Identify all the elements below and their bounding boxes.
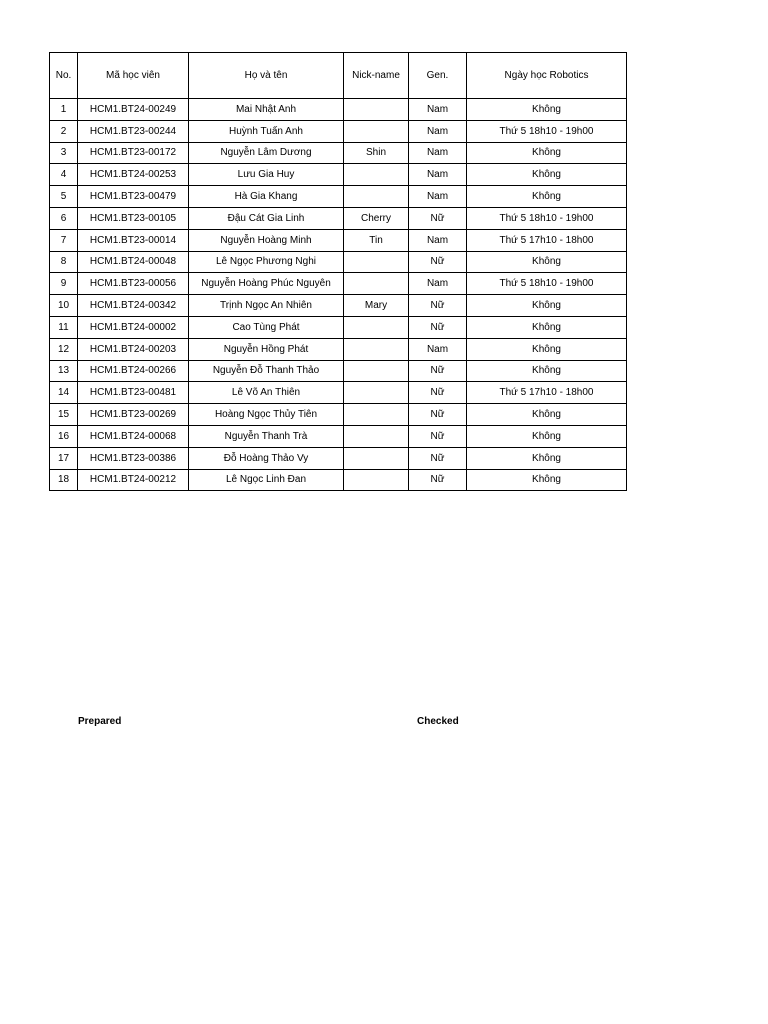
table-row	[50, 295, 627, 317]
student-code-cell: HCM1.BT23-00481	[78, 382, 189, 404]
gender-cell: Nam	[409, 99, 467, 121]
nickname-cell	[344, 316, 409, 338]
robotics-day-cell: Thứ 5 18h10 - 19h00	[467, 207, 627, 229]
full-name-cell: Nguyễn Thanh Trà	[189, 425, 344, 447]
full-name-cell: Đỗ Hoàng Thảo Vy	[189, 447, 344, 469]
gender-cell: Nam	[409, 186, 467, 208]
header-full-name: Họ và tên	[189, 53, 344, 99]
student-code-cell: HCM1.BT24-00266	[78, 360, 189, 382]
header-gender: Gen.	[409, 53, 467, 99]
gender-cell: Nữ	[409, 425, 467, 447]
robotics-day-cell: Không	[467, 404, 627, 426]
robotics-day-cell: Không	[467, 447, 627, 469]
student-code-cell: HCM1.BT23-00014	[78, 229, 189, 251]
row-no-cell: 12	[50, 338, 78, 360]
nickname-cell	[344, 425, 409, 447]
student-code-cell: HCM1.BT24-00249	[78, 99, 189, 121]
gender-cell: Nữ	[409, 382, 467, 404]
table-body	[50, 99, 627, 491]
gender-cell: Nữ	[409, 207, 467, 229]
nickname-cell: Shin	[344, 142, 409, 164]
nickname-cell	[344, 469, 409, 491]
row-no-cell: 7	[50, 229, 78, 251]
gender-cell: Nữ	[409, 404, 467, 426]
student-code-cell: HCM1.BT23-00479	[78, 186, 189, 208]
nickname-cell	[344, 273, 409, 295]
nickname-cell: Tin	[344, 229, 409, 251]
gender-cell: Nam	[409, 164, 467, 186]
table-row	[50, 469, 627, 491]
gender-cell: Nữ	[409, 251, 467, 273]
robotics-day-cell: Thứ 5 17h10 - 18h00	[467, 229, 627, 251]
row-no-cell: 16	[50, 425, 78, 447]
header-student-code: Mã học viên	[78, 53, 189, 99]
robotics-day-cell: Không	[467, 338, 627, 360]
full-name-cell: Huỳnh Tuấn Anh	[189, 120, 344, 142]
robotics-day-cell: Không	[467, 425, 627, 447]
full-name-cell: Trịnh Ngọc An Nhiên	[189, 295, 344, 317]
table-row	[50, 382, 627, 404]
student-code-cell: HCM1.BT23-00244	[78, 120, 189, 142]
nickname-cell	[344, 447, 409, 469]
gender-cell: Nữ	[409, 316, 467, 338]
gender-cell: Nam	[409, 338, 467, 360]
full-name-cell: Lê Võ An Thiên	[189, 382, 344, 404]
nickname-cell	[344, 120, 409, 142]
robotics-day-cell: Không	[467, 164, 627, 186]
table-row	[50, 251, 627, 273]
gender-cell: Nữ	[409, 469, 467, 491]
row-no-cell: 6	[50, 207, 78, 229]
full-name-cell: Lê Ngọc Linh Đan	[189, 469, 344, 491]
row-no-cell: 10	[50, 295, 78, 317]
table-row	[50, 229, 627, 251]
robotics-day-cell: Không	[467, 99, 627, 121]
row-no-cell: 1	[50, 99, 78, 121]
table-row	[50, 338, 627, 360]
student-code-cell: HCM1.BT23-00172	[78, 142, 189, 164]
gender-cell: Nam	[409, 142, 467, 164]
robotics-day-cell: Thứ 5 17h10 - 18h00	[467, 382, 627, 404]
table-header	[50, 53, 627, 99]
nickname-cell	[344, 338, 409, 360]
row-no-cell: 4	[50, 164, 78, 186]
gender-cell: Nữ	[409, 295, 467, 317]
full-name-cell: Hà Gia Khang	[189, 186, 344, 208]
robotics-day-cell: Không	[467, 360, 627, 382]
student-code-cell: HCM1.BT24-00002	[78, 316, 189, 338]
row-no-cell: 2	[50, 120, 78, 142]
gender-cell: Nữ	[409, 360, 467, 382]
checked-label: Checked	[417, 716, 459, 727]
gender-cell: Nam	[409, 229, 467, 251]
prepared-label: Prepared	[78, 716, 122, 727]
table-row	[50, 447, 627, 469]
gender-cell: Nữ	[409, 447, 467, 469]
gender-cell: Nam	[409, 273, 467, 295]
nickname-cell	[344, 99, 409, 121]
robotics-day-cell: Không	[467, 295, 627, 317]
row-no-cell: 13	[50, 360, 78, 382]
robotics-day-cell: Không	[467, 469, 627, 491]
row-no-cell: 3	[50, 142, 78, 164]
row-no-cell: 14	[50, 382, 78, 404]
nickname-cell	[344, 404, 409, 426]
table-row	[50, 99, 627, 121]
robotics-day-cell: Không	[467, 186, 627, 208]
full-name-cell: Nguyễn Hoàng Phúc Nguyên	[189, 273, 344, 295]
header-robotics-day: Ngày học Robotics	[467, 53, 627, 99]
row-no-cell: 11	[50, 316, 78, 338]
full-name-cell: Hoàng Ngọc Thủy Tiên	[189, 404, 344, 426]
nickname-cell: Mary	[344, 295, 409, 317]
nickname-cell	[344, 382, 409, 404]
header-no: No.	[50, 53, 78, 99]
nickname-cell	[344, 251, 409, 273]
student-code-cell: HCM1.BT24-00048	[78, 251, 189, 273]
student-code-cell: HCM1.BT23-00105	[78, 207, 189, 229]
full-name-cell: Đậu Cát Gia Linh	[189, 207, 344, 229]
nickname-cell	[344, 360, 409, 382]
full-name-cell: Nguyễn Hồng Phát	[189, 338, 344, 360]
table-row	[50, 164, 627, 186]
full-name-cell: Lê Ngọc Phương Nghi	[189, 251, 344, 273]
table-row	[50, 273, 627, 295]
nickname-cell: Cherry	[344, 207, 409, 229]
row-no-cell: 15	[50, 404, 78, 426]
robotics-day-cell: Thứ 5 18h10 - 19h00	[467, 273, 627, 295]
table-row	[50, 404, 627, 426]
full-name-cell: Lưu Gia Huy	[189, 164, 344, 186]
robotics-day-cell: Không	[467, 251, 627, 273]
row-no-cell: 18	[50, 469, 78, 491]
student-code-cell: HCM1.BT24-00253	[78, 164, 189, 186]
student-table	[49, 52, 627, 491]
row-no-cell: 17	[50, 447, 78, 469]
student-code-cell: HCM1.BT23-00386	[78, 447, 189, 469]
robotics-day-cell: Không	[467, 316, 627, 338]
table-row	[50, 207, 627, 229]
row-no-cell: 8	[50, 251, 78, 273]
gender-cell: Nam	[409, 120, 467, 142]
robotics-day-cell: Thứ 5 18h10 - 19h00	[467, 120, 627, 142]
student-code-cell: HCM1.BT23-00056	[78, 273, 189, 295]
row-no-cell: 9	[50, 273, 78, 295]
student-code-cell: HCM1.BT24-00068	[78, 425, 189, 447]
student-code-cell: HCM1.BT24-00203	[78, 338, 189, 360]
table-row	[50, 360, 627, 382]
student-code-cell: HCM1.BT23-00269	[78, 404, 189, 426]
full-name-cell: Nguyễn Hoàng Minh	[189, 229, 344, 251]
header-nickname: Nick-name	[344, 53, 409, 99]
full-name-cell: Nguyễn Đỗ Thanh Thảo	[189, 360, 344, 382]
table-row	[50, 142, 627, 164]
table-row	[50, 316, 627, 338]
student-code-cell: HCM1.BT24-00342	[78, 295, 189, 317]
table-row	[50, 425, 627, 447]
nickname-cell	[344, 164, 409, 186]
table-row	[50, 186, 627, 208]
student-code-cell: HCM1.BT24-00212	[78, 469, 189, 491]
table-row	[50, 120, 627, 142]
nickname-cell	[344, 186, 409, 208]
full-name-cell: Mai Nhật Anh	[189, 99, 344, 121]
full-name-cell: Cao Tùng Phát	[189, 316, 344, 338]
full-name-cell: Nguyễn Lâm Dương	[189, 142, 344, 164]
row-no-cell: 5	[50, 186, 78, 208]
header-row	[50, 53, 627, 99]
robotics-day-cell: Không	[467, 142, 627, 164]
